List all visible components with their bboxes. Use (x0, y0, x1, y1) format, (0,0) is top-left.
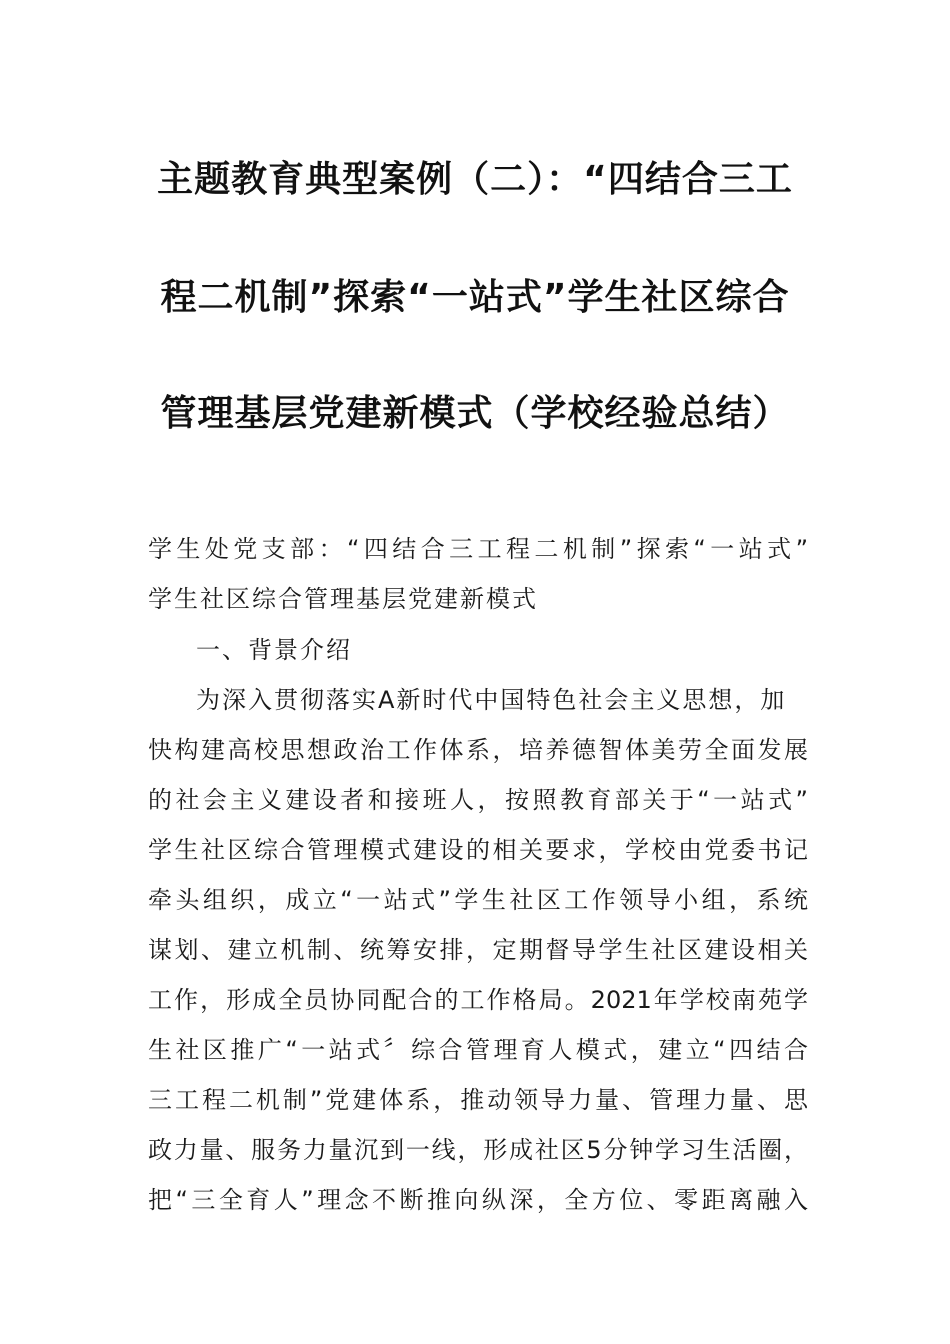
subtitle-line-1: 学生处党支部：“四结合三工程二机制”探索“一站式” (148, 535, 808, 563)
paragraph-line-4: 学生社区综合管理模式建设的相关要求，学校由党委书记 (148, 836, 808, 864)
paragraph-line-8: 生社区推广“一站式〞综合管理育人模式，建立“四结合 (148, 1036, 808, 1064)
paragraph-line-5: 牵头组织，成立“一站式”学生社区工作领导小组，系统 (148, 886, 808, 914)
paragraph-line-6: 谋划、建立机制、统筹安排，定期督导学生社区建设相关 (148, 936, 808, 964)
paragraph-line-3: 的社会主义建设者和接班人，按照教育部关于“一站式” (148, 786, 808, 814)
section-heading: 一、背景介绍 (196, 636, 352, 664)
paragraph-line-2: 快构建高校思想政治工作体系，培养德智体美劳全面发展 (148, 736, 808, 764)
paragraph-line-9: 三工程二机制”党建体系，推动领导力量、管理力量、思 (148, 1086, 808, 1114)
document-title-line-1: 主题教育典型案例（二）：“四结合三工 (157, 159, 793, 200)
paragraph-line-7: 工作，形成全员协同配合的工作格局。2021年学校南苑学 (148, 986, 808, 1014)
document-title-line-2: 程二机制”探索“一站式”学生社区综合 (160, 277, 790, 318)
document-title-line-3: 管理基层党建新模式（学校经验总结） (160, 393, 790, 434)
paragraph-line-10: 政力量、服务力量沉到一线，形成社区5分钟学习生活圈， (148, 1136, 808, 1164)
paragraph-line-1: 为深入贯彻落实A新时代中国特色社会主义思想，加 (196, 686, 787, 714)
subtitle-line-2: 学生社区综合管理基层党建新模式 (148, 585, 538, 613)
paragraph-line-11: 把“三全育人”理念不断推向纵深，全方位、零距离融入 (148, 1186, 808, 1214)
